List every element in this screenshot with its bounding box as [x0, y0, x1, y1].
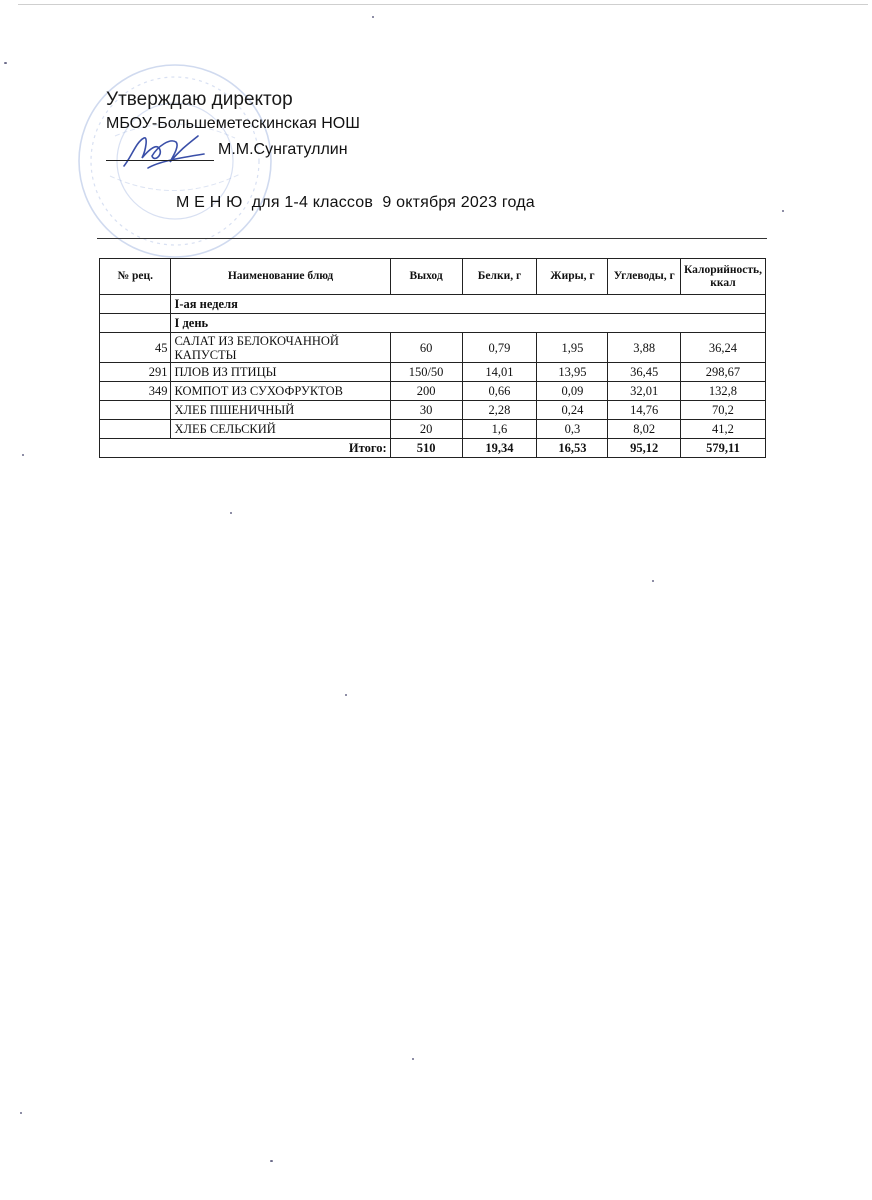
dish-carbs: 3,88	[608, 333, 681, 363]
dish-carbs: 14,76	[608, 401, 681, 420]
table-row	[100, 420, 766, 439]
total-carbs: 95,12	[608, 439, 681, 458]
top-edge-line	[18, 4, 868, 5]
dish-fat: 13,95	[537, 363, 608, 382]
col-header-protein: Белки, г	[462, 259, 537, 295]
dish-kcal: 41,2	[680, 420, 765, 439]
dish-output: 20	[390, 420, 462, 439]
rec-number: 45	[100, 333, 171, 363]
col-header-name: Наименование блюд	[171, 259, 390, 295]
dish-output: 150/50	[390, 363, 462, 382]
dish-name: ПЛОВ ИЗ ПТИЦЫ	[171, 363, 390, 382]
approve-line: Утверждаю директор	[106, 89, 293, 110]
rec-number: 349	[100, 382, 171, 401]
col-header-fat: Жиры, г	[537, 259, 608, 295]
week-label: I-ая неделя	[171, 295, 766, 314]
table-row	[100, 401, 766, 420]
menu-title: М Е Н Ю для 1-4 классов 9 октября 2023 года	[176, 194, 535, 211]
dish-carbs: 36,45	[608, 363, 681, 382]
dish-kcal: 132,8	[680, 382, 765, 401]
scan-speck	[4, 62, 7, 64]
scan-speck	[372, 16, 374, 18]
dish-protein: 0,79	[462, 333, 537, 363]
dish-protein: 1,6	[462, 420, 537, 439]
total-protein: 19,34	[462, 439, 537, 458]
table-row	[100, 333, 766, 363]
dish-protein: 0,66	[462, 382, 537, 401]
table-header-row	[100, 259, 766, 295]
rec-number: 291	[100, 363, 171, 382]
dish-kcal: 36,24	[680, 333, 765, 363]
scan-speck	[230, 512, 232, 514]
col-header-carbs: Углеводы, г	[608, 259, 681, 295]
col-header-rec: № рец.	[100, 259, 171, 295]
dish-carbs: 8,02	[608, 420, 681, 439]
day-label: I день	[171, 314, 766, 333]
scan-speck	[270, 1160, 273, 1162]
table-row	[100, 382, 766, 401]
rec-number	[100, 420, 171, 439]
week-cell-empty	[100, 295, 171, 314]
dish-kcal: 298,67	[680, 363, 765, 382]
rec-number	[100, 401, 171, 420]
col-header-output: Выход	[390, 259, 462, 295]
dish-fat: 0,09	[537, 382, 608, 401]
dish-protein: 2,28	[462, 401, 537, 420]
school-name: МБОУ-Большеметескинская НОШ	[106, 115, 360, 132]
dish-name: КОМПОТ ИЗ СУХОФРУКТОВ	[171, 382, 390, 401]
dish-name: ХЛЕБ ПШЕНИЧНЫЙ	[171, 401, 390, 420]
table-row	[100, 363, 766, 382]
week-row	[100, 295, 766, 314]
dish-fat: 0,3	[537, 420, 608, 439]
scan-speck	[22, 454, 24, 456]
day-cell-empty	[100, 314, 171, 333]
dish-name: ХЛЕБ СЕЛЬСКИЙ	[171, 420, 390, 439]
signature-blank	[106, 142, 214, 161]
scan-speck	[782, 210, 784, 212]
dish-output: 60	[390, 333, 462, 363]
scan-speck	[345, 694, 347, 696]
director-name: М.М.Сунгатуллин	[218, 141, 348, 158]
dish-kcal: 70,2	[680, 401, 765, 420]
dish-carbs: 32,01	[608, 382, 681, 401]
total-label: Итого:	[100, 439, 391, 458]
day-row	[100, 314, 766, 333]
title-underline	[97, 238, 767, 239]
scan-speck	[20, 1112, 22, 1114]
total-row	[100, 439, 766, 458]
total-fat: 16,53	[537, 439, 608, 458]
dish-fat: 0,24	[537, 401, 608, 420]
total-kcal: 579,11	[680, 439, 765, 458]
dish-output: 200	[390, 382, 462, 401]
dish-fat: 1,95	[537, 333, 608, 363]
dish-output: 30	[390, 401, 462, 420]
col-header-kcal: Калорийность, ккал	[680, 259, 765, 295]
scan-speck	[412, 1058, 414, 1060]
director-line	[106, 139, 360, 161]
menu-table	[99, 258, 766, 458]
total-output: 510	[390, 439, 462, 458]
dish-name: САЛАТ ИЗ БЕЛОКОЧАННОЙ КАПУСТЫ	[171, 333, 390, 363]
scan-speck	[652, 580, 654, 582]
approval-block	[106, 88, 360, 161]
dish-protein: 14,01	[462, 363, 537, 382]
